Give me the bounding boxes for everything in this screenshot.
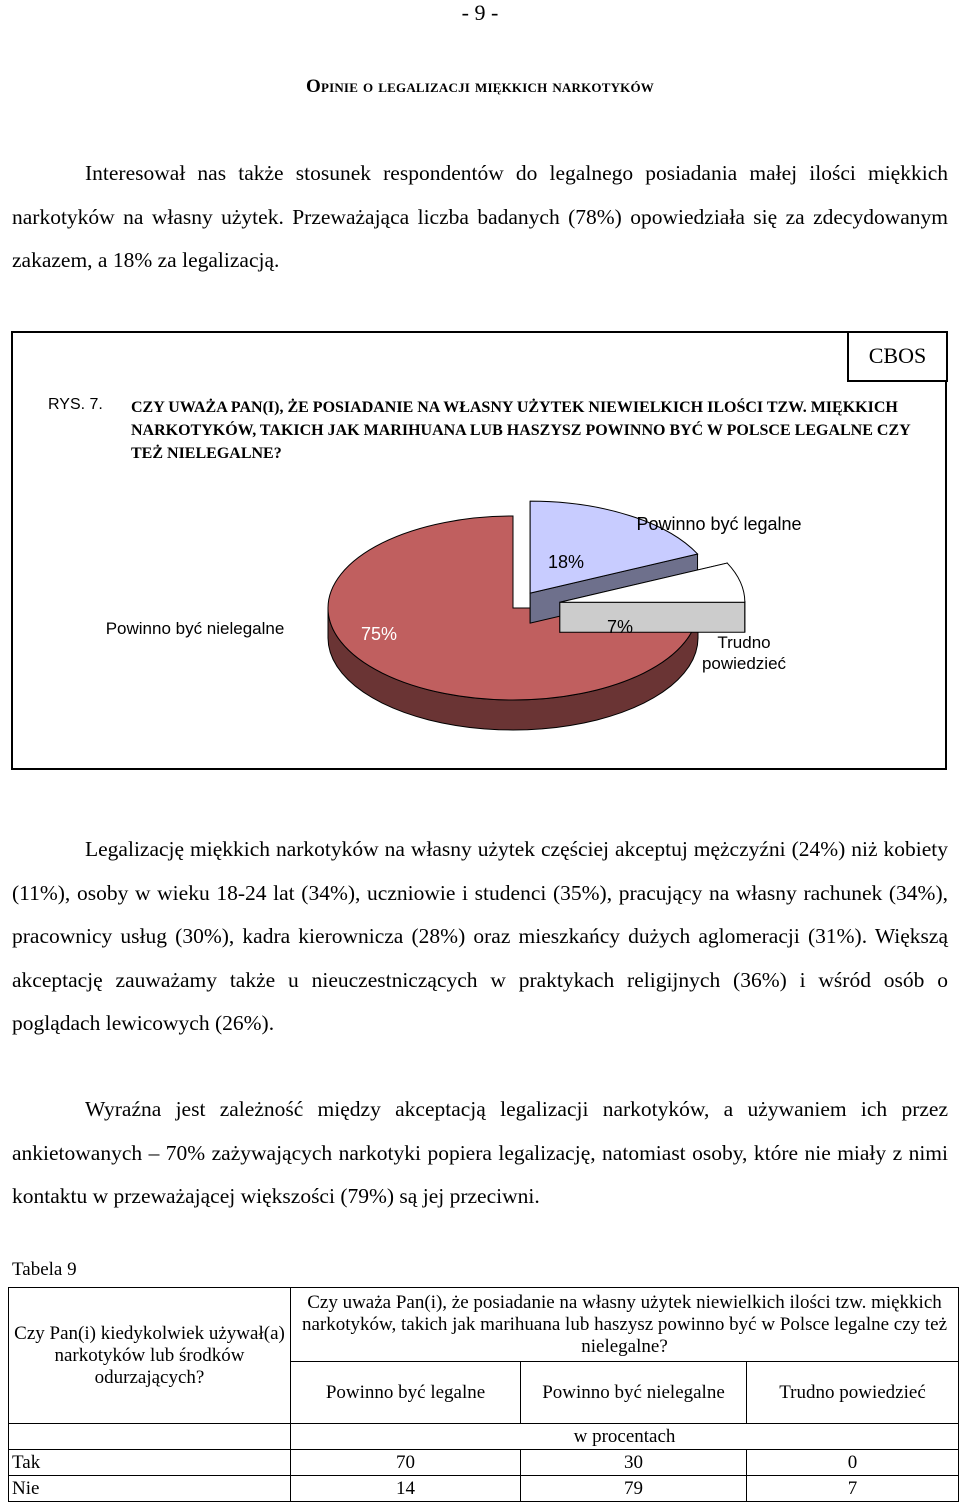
slice-percent-label: 75%	[361, 624, 397, 644]
pie-slice-side	[560, 602, 745, 632]
table-cell: 70	[291, 1450, 521, 1476]
table-cell: 0	[747, 1450, 959, 1476]
paragraph-demographics: Legalizację miękkich narkotyków na własny użytek częściej akceptuj mężczyźni (24%) niż kobiety (11%), osoby w wieku 18-24 lat (34%), uczniowie i studenci (35%), pracujący na własny rachunek (34%), pracownicy usług (30%), kadra kierownicza (28%) oraz mieszkańcy dużych aglomeracji (31%). Większą akceptację zauważamy także u nieuczestniczących w praktykach religijnych (36%) i wśród osób o poglądach lewicowych (26%).	[12, 828, 948, 1046]
table-unit: w procentach	[291, 1424, 959, 1450]
table-cell: 14	[291, 1476, 521, 1502]
table-row-header: Czy Pan(i) kiedykolwiek używał(a) narkotyków lub środków odurzających?	[9, 1288, 291, 1424]
slice-category-label: Powinno być nielegalne	[106, 619, 285, 638]
section-title: Opinie o legalizacji miękkich narkotyków	[0, 74, 960, 100]
figure-number: RYS. 7.	[48, 396, 103, 414]
slice-category-label: powiedzieć	[702, 654, 787, 673]
table-row	[9, 1450, 959, 1476]
table-row-label: Nie	[9, 1476, 291, 1502]
table-row-label: Tak	[9, 1450, 291, 1476]
slice-category-label: Powinno być legalne	[636, 514, 801, 534]
table-question-header: Czy uważa Pan(i), że posiadanie na własny użytek niewielkich ilości tzw. miękkich narkotyków, takich jak marihuana lub haszysz powinno być w Polsce legalne czy też nielegalne?	[291, 1288, 959, 1362]
source-label: CBOS	[847, 331, 948, 382]
table-col-header: Trudno powiedzieć	[747, 1362, 959, 1424]
page-number: - 9 -	[0, 0, 960, 26]
table-col-header: Powinno być nielegalne	[521, 1362, 747, 1424]
slice-percent-label: 18%	[548, 552, 584, 572]
table-caption: Tabela 9	[12, 1259, 77, 1281]
figure-question: CZY UWAŻA PAN(I), ŻE POSIADANIE NA WŁASNY UŻYTEK NIEWIELKICH ILOŚCI TZW. MIĘKKICH NARKOTYKÓW, TAKICH JAK MARIHUANA LUB HASZYSZ POWINNO BYĆ W POLSCE LEGALNE CZY TEŻ NIELEGALNE?	[131, 396, 921, 465]
slice-percent-label: 7%	[607, 617, 633, 637]
paragraph-intro: Interesował nas także stosunek respondentów do legalnego posiadania małej ilości miękkich narkotyków na własny użytek. Przeważająca liczba badanych (78%) opowiedziała się za zdecydowanym zakazem, a 18% za legalizacją.	[12, 152, 948, 283]
slice-category-label: Trudno	[717, 633, 770, 652]
table-cell: 30	[521, 1450, 747, 1476]
table-row	[9, 1476, 959, 1502]
pie-chart	[13, 333, 947, 768]
table-cell: 7	[747, 1476, 959, 1502]
table-col-header: Powinno być legalne	[291, 1362, 521, 1424]
paragraph-drug-use: Wyraźna jest zależność między akceptacją legalizacji narkotyków, a używaniem ich przez ankietowanych – 70% zażywających narkotyki popiera legalizację, natomiast osoby, które nie miały z nimi kontaktu w przeważającej większości (79%) są jej przeciwni.	[12, 1088, 948, 1219]
table-cell: 79	[521, 1476, 747, 1502]
data-table	[8, 1287, 958, 1497]
